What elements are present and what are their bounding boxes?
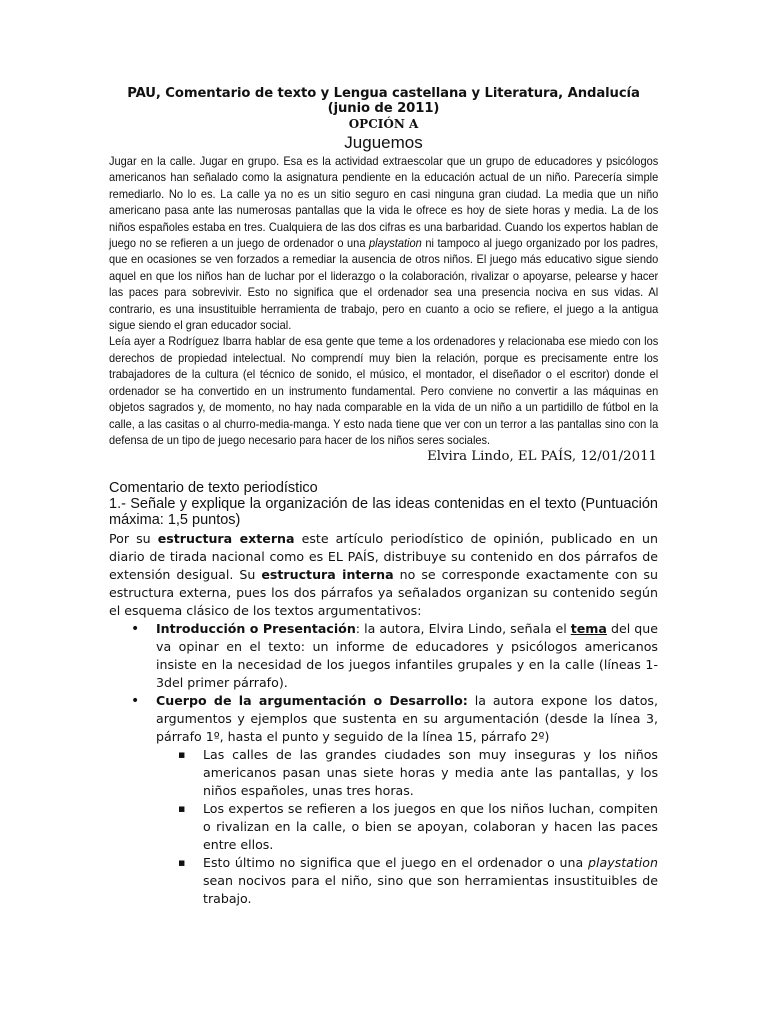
sublist-item: ▪ Las calles de las grandes ciudades son muy inseguras y los niños americanos pasan unas siete horas y media ante las pantallas, y los niños españoles, unas tres horas. [109,746,658,800]
answer-body [109,530,658,908]
sublist-item: ▪ Esto último no significa que el juego en el ordenador o una playstation sean nocivos para el niño, sino que son herramientas insustituibles de trabajo. [109,854,658,908]
article-signature: Elvira Lindo, EL PAÍS, 12/01/2011 [427,449,657,465]
option-label: OPCIÓN A [348,117,419,131]
answer-intro: Por su estructura externa este artículo periodístico de opinión, publicado en un diario de tirada nacional como es EL PAÍS, distribuye su contenido en dos párrafos de extensión desigual. Su estructura interna no se corresponde exactamente con su estructura externa, pues los dos párrafos ya señalados organizan su contenido según el esquema clásico de los textos argumentativos: [109,531,658,619]
exam-header: PAU, Comentario de texto y Lengua castellana y Literatura, Andalucía (junio de 2011) [127,86,640,116]
article-text [109,153,658,448]
list-item-introduction: • Introducción o Presentación: la autora, Elvira Lindo, señala el tema del que va opinar en el texto: un informe de educadores y psicólogos americanos insiste en la necesidad de los juegos infantiles grupales y en la calle (líneas 1-3del primer párrafo). [109,620,658,692]
article-paragraph-2: Leía ayer a Rodríguez Ibarra hablar de esa gente que teme a los ordenadores y relacionaba ese miedo con los derechos de propiedad intelectual. No comprendí muy bien la relación, porque es precisamente entre los trabajadores de la cultura (el técnico de sonido, el músico, el montador, el diseñador o el escritor) donde el ordenador se ha convertido en un instrumento fundamental. Pero conviene no convertir a las máquinas en objetos sagrados y, de momento, no hay nada comparable en la vida de un niño a un partidillo de fútbol en la calle, a las casitas o al churro-media-manga. Y esto nada tiene que ver con un terror a las pantallas sino con la defensa de un tipo de juego necesario para hacer de los niños seres sociales. [109,334,659,447]
list-item-development: • Cuerpo de la argumentación o Desarrollo: la autora expone los datos, argumentos y ejemplos que sustenta en su argumentación (desde la línea 3, párrafo 1º, hasta el punto y seguido de la línea 15, párrafo 2º) ▪ Las calles de las grandes ciudades son muy inseguras y los niños americanos pasan unas siete horas y media ante las pantallas, y los niños españoles, unas tres horas. ▪ Los expertos se refieren a los juegos en que los niños luchan, compiten o rivalizan en la calle, o bien se apoyan, colaboran y hacen las paces entre ellos. ▪ Esto último no significa que el juego en el ordenador o una playstation sean nocivos para el niño, sino que son herramientas insustituibles de trabajo. [109,692,658,908]
document-page [109,82,658,908]
sublist-item: ▪ Los expertos se refieren a los juegos en que los niños luchan, compiten o rivalizan en la calle, o bien se apoyan, colaboran y hacen las paces entre ellos. [109,800,658,854]
development-sublist [156,746,658,908]
section-title: Comentario de texto periodístico [109,480,318,497]
question-text: 1.- Señale y explique la organización de las ideas contenidas en el texto (Puntuación máxima: 1,5 puntos) [109,496,658,529]
article-paragraph-1: Jugar en la calle. Jugar en grupo. Esa es la actividad extraescolar que un grupo de educadores y psicólogos americanos han señalado como la asignatura pendiente en la educación actual de un niño. Parecería simple remediarlo. No lo es. La calle ya no es un sitio seguro en casi ninguna gran ciudad. La media que un niño americano pasa ante las numerosas pantallas que la vida le ofrece es hoy de siete horas y media. La de los niños españoles estaba en tres. Cualquiera de las dos cifras es una barbaridad. Cuando los expertos hablan de juego no se refieren a un juego de ordenador o una playstation ni tampoco al juego organizado por los padres, que en ocasiones se ven forzados a remediar la ausencia de otros niños. El juego más educativo sigue siendo aquel en que los niños han de luchar por el liderazgo o la colaboración, rivalizar o apoyarse, pelearse y hacer las paces para sobrevivir. Esto no significa que el ordenador sea una presencia nociva en sus vidas. Al contrario, es una insustituible herramienta de trabajo, pero en cuanto a ocio se refiere, el juego a la antigua sigue siendo el gran educador social. [109,154,659,333]
article-title: Juguemos [344,133,423,152]
structure-list [109,620,658,908]
